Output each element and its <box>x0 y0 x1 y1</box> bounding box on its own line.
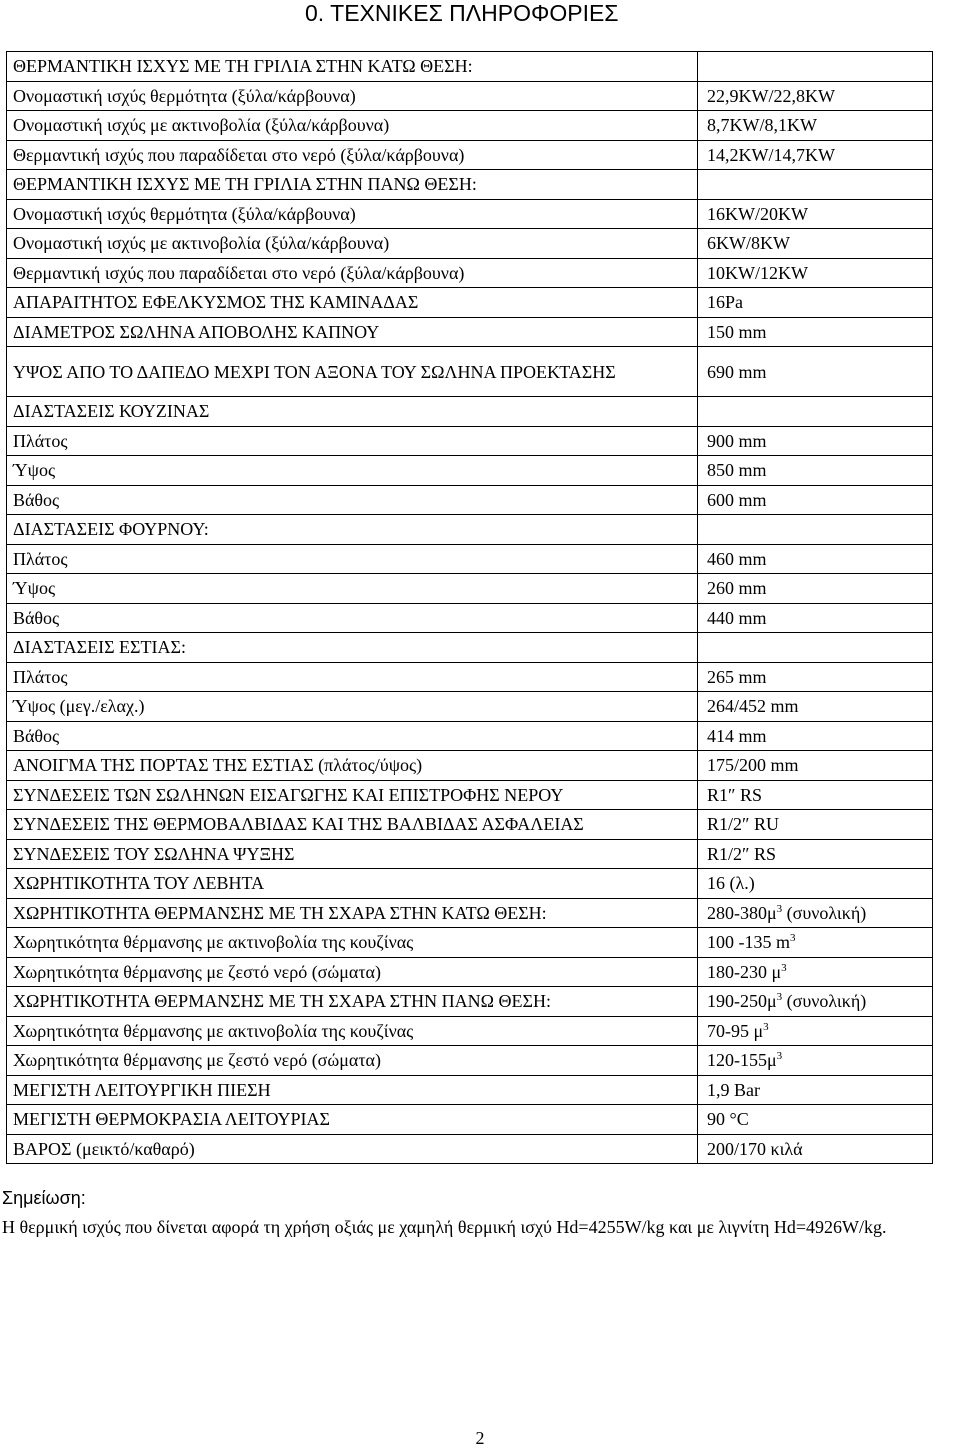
spec-row <box>7 1016 933 1046</box>
spec-value <box>698 426 933 456</box>
spec-value <box>698 928 933 958</box>
spec-value <box>698 839 933 869</box>
spec-row <box>7 170 933 200</box>
spec-value <box>698 1105 933 1135</box>
spec-value <box>698 317 933 347</box>
spec-label: ΜΕΓΙΣΤΗ ΘΕΡΜΟΚΡΑΣΙΑ ΛΕΙΤΟΥΡΙΑΣ <box>7 1105 698 1135</box>
spec-value-text: 16KW/20KW <box>707 203 808 224</box>
spec-value <box>698 957 933 987</box>
spec-value <box>698 603 933 633</box>
spec-label: ΜΕΓΙΣΤΗ ΛΕΙΤΟΥΡΓΙΚΗ ΠΙΕΣΗ <box>7 1075 698 1105</box>
spec-value-text: 1,9 Bar <box>707 1079 760 1100</box>
spec-value <box>698 810 933 840</box>
spec-row <box>7 1105 933 1135</box>
spec-value-text: 90 °C <box>707 1109 749 1130</box>
spec-row <box>7 692 933 722</box>
spec-value-text: 16 (λ.) <box>707 873 755 894</box>
page-title: 0. ΤΕΧΝΙΚΕΣ ΠΛΗΡΟΦΟΡΙΕΣ <box>305 0 619 26</box>
spec-label: ΧΩΡΗΤΙΚΟΤΗΤΑ ΘΕΡΜΑΝΣΗΣ ΜΕ ΤΗ ΣΧΑΡΑ ΣΤΗΝ ΠΑΝΩ ΘΕΣΗ: <box>7 987 698 1017</box>
spec-row <box>7 603 933 633</box>
spec-value <box>698 1016 933 1046</box>
spec-value <box>698 987 933 1017</box>
spec-row <box>7 544 933 574</box>
spec-label: Ύψος (μεγ./ελαχ.) <box>7 692 698 722</box>
spec-value-text: 260 mm <box>707 578 767 599</box>
spec-value <box>698 1075 933 1105</box>
spec-value-text: 440 mm <box>707 607 767 628</box>
spec-row <box>7 780 933 810</box>
spec-label: Χωρητικότητα θέρμανσης με ζεστό νερό (σώματα) <box>7 957 698 987</box>
spec-row <box>7 426 933 456</box>
spec-value <box>698 898 933 928</box>
spec-row <box>7 928 933 958</box>
spec-row <box>7 81 933 111</box>
spec-row <box>7 456 933 486</box>
spec-value-text: 200/170 κιλά <box>707 1138 803 1159</box>
spec-row <box>7 633 933 663</box>
spec-value <box>698 456 933 486</box>
spec-value <box>698 751 933 781</box>
spec-label: ΧΩΡΗΤΙΚΟΤΗΤΑ ΤΟΥ ΛΕΒΗΤΑ <box>7 869 698 899</box>
spec-value <box>698 574 933 604</box>
spec-value-text: 460 mm <box>707 548 767 569</box>
spec-value-text: 190-250μ <box>707 991 777 1012</box>
spec-label: ΣΥΝΔΕΣΕΙΣ ΤΗΣ ΘΕΡΜΟΒΑΛΒΙΔΑΣ ΚΑΙ ΤΗΣ ΒΑΛΒΙΔΑΣ ΑΣΦΑΛΕΙΑΣ <box>7 810 698 840</box>
spec-label: ΑΠΑΡΑΙΤΗΤΟΣ ΕΦΕΛΚΥΣΜΟΣ ΤΗΣ ΚΑΜΙΝΑΔΑΣ <box>7 288 698 318</box>
spec-value-text: 690 mm <box>707 361 767 382</box>
note-title: Σημείωση: <box>2 1188 86 1208</box>
spec-value-text: R1/2″ RU <box>707 814 780 835</box>
spec-label: ΔΙΑΜΕΤΡΟΣ ΣΩΛΗΝΑ ΑΠΟΒΟΛΗΣ ΚΑΠΝΟΥ <box>7 317 698 347</box>
spec-label: Θερμαντική ισχύς που παραδίδεται στο νερό (ξύλα/κάρβουνα) <box>7 258 698 288</box>
spec-label: Ονομαστική ισχύς θερμότητα (ξύλα/κάρβουνα) <box>7 81 698 111</box>
spec-label: Θερμαντική ισχύς που παραδίδεται στο νερό (ξύλα/κάρβουνα) <box>7 140 698 170</box>
spec-value <box>698 515 933 545</box>
spec-row <box>7 111 933 141</box>
spec-value-exponent: 3 <box>790 932 796 945</box>
spec-row <box>7 810 933 840</box>
spec-label: Χωρητικότητα θέρμανσης με ακτινοβολία της κουζίνας <box>7 928 698 958</box>
spec-row <box>7 869 933 899</box>
spec-value <box>698 1134 933 1164</box>
spec-label: Βάθος <box>7 721 698 751</box>
spec-value-exponent: 3 <box>776 1050 783 1063</box>
spec-value <box>698 544 933 574</box>
spec-value-text: 70-95 μ <box>707 1020 764 1041</box>
spec-value <box>698 633 933 663</box>
spec-label: ΔΙΑΣΤΑΣΕΙΣ ΕΣΤΙΑΣ: <box>7 633 698 663</box>
spec-value-exponent: 3 <box>776 991 783 1004</box>
page-number: 2 <box>475 1428 485 1448</box>
spec-value-text: 14,2KW/14,7KW <box>707 144 835 165</box>
spec-value <box>698 485 933 515</box>
spec-row <box>7 898 933 928</box>
spec-value-text: 600 mm <box>707 489 767 510</box>
spec-label: Βάθος <box>7 485 698 515</box>
spec-label: Ύψος <box>7 574 698 604</box>
spec-label: ΘΕΡΜΑΝΤΙΚΗ ΙΣΧΥΣ ΜΕ ΤΗ ΓΡΙΛΙΑ ΣΤΗΝ ΚΑΤΩ ΘΕΣΗ: <box>7 52 698 82</box>
spec-value-text: 900 mm <box>707 430 767 451</box>
spec-value <box>698 397 933 427</box>
spec-value-text: 22,9KW/22,8KW <box>707 85 835 106</box>
spec-label: ΑΝΟΙΓΜΑ ΤΗΣ ΠΟΡΤΑΣ ΤΗΣ ΕΣΤΙΑΣ (πλάτος/ύψος) <box>7 751 698 781</box>
spec-value-text: 100 -135 m <box>707 932 790 953</box>
spec-row <box>7 485 933 515</box>
spec-label: Ύψος <box>7 456 698 486</box>
spec-value-text: 180-230 μ <box>707 961 782 982</box>
spec-value <box>698 288 933 318</box>
spec-row <box>7 52 933 82</box>
spec-value <box>698 229 933 259</box>
spec-value-text: 16Pa <box>707 292 743 313</box>
spec-row <box>7 347 933 397</box>
spec-value-text: 150 mm <box>707 321 767 342</box>
note-text: Η θερμική ισχύς που δίνεται αφορά τη χρήση οξιάς με χαμηλή θερμική ισχύ Hd=4255W/kg και με λιγνίτη Hd=4926W/kg. <box>2 1217 887 1237</box>
spec-value-text: 850 mm <box>707 460 767 481</box>
spec-row <box>7 574 933 604</box>
spec-value <box>698 52 933 82</box>
spec-label: Βάθος <box>7 603 698 633</box>
spec-label: Χωρητικότητα θέρμανσης με ζεστό νερό (σώματα) <box>7 1046 698 1076</box>
spec-label: ΣΥΝΔΕΣΕΙΣ ΤΩΝ ΣΩΛΗΝΩΝ ΕΙΣΑΓΩΓΗΣ ΚΑΙ ΕΠΙΣΤΡΟΦΗΣ ΝΕΡΟΥ <box>7 780 698 810</box>
spec-row <box>7 987 933 1017</box>
spec-label: ΥΨΟΣ ΑΠΟ ΤΟ ΔΑΠΕΔΟ ΜΕΧΡΙ ΤΟΝ ΑΞΟΝΑ ΤΟΥ ΣΩΛΗΝΑ ΠΡΟΕΚΤΑΣΗΣ <box>7 347 698 397</box>
spec-label: ΧΩΡΗΤΙΚΟΤΗΤΑ ΘΕΡΜΑΝΣΗΣ ΜΕ ΤΗ ΣΧΑΡΑ ΣΤΗΝ ΚΑΤΩ ΘΕΣΗ: <box>7 898 698 928</box>
spec-row <box>7 1134 933 1164</box>
spec-value <box>698 81 933 111</box>
spec-value-suffix: (συνολική) <box>782 902 867 923</box>
spec-value <box>698 780 933 810</box>
spec-value <box>698 869 933 899</box>
spec-value <box>698 1046 933 1076</box>
spec-label: Πλάτος <box>7 544 698 574</box>
spec-label: Ονομαστική ισχύς θερμότητα (ξύλα/κάρβουνα) <box>7 199 698 229</box>
spec-value-text: 120-155μ <box>707 1050 777 1071</box>
spec-value <box>698 199 933 229</box>
spec-value <box>698 258 933 288</box>
spec-row <box>7 140 933 170</box>
spec-value-suffix: (συνολική) <box>782 991 867 1012</box>
spec-label: Χωρητικότητα θέρμανσης με ακτινοβολία της κουζίνας <box>7 1016 698 1046</box>
spec-label: ΘΕΡΜΑΝΤΙΚΗ ΙΣΧΥΣ ΜΕ ΤΗ ΓΡΙΛΙΑ ΣΤΗΝ ΠΑΝΩ ΘΕΣΗ: <box>7 170 698 200</box>
spec-value-text: 265 mm <box>707 666 767 687</box>
spec-label: ΔΙΑΣΤΑΣΕΙΣ ΦΟΥΡΝΟΥ: <box>7 515 698 545</box>
spec-value-text: R1/2″ RS <box>707 843 777 864</box>
spec-value-text: 280-380μ <box>707 902 777 923</box>
spec-row <box>7 662 933 692</box>
spec-label: ΔΙΑΣΤΑΣΕΙΣ ΚΟΥΖΙΝΑΣ <box>7 397 698 427</box>
spec-value-text: 175/200 mm <box>707 755 799 776</box>
spec-row <box>7 1075 933 1105</box>
spec-value <box>698 721 933 751</box>
spec-label: Πλάτος <box>7 662 698 692</box>
spec-value-exponent: 3 <box>776 902 783 915</box>
spec-row <box>7 1046 933 1076</box>
spec-value-text: 8,7KW/8,1KW <box>707 115 817 136</box>
spec-row <box>7 397 933 427</box>
spec-value-text: 10KW/12KW <box>707 262 808 283</box>
spec-label: Ονομαστική ισχύς με ακτινοβολία (ξύλα/κάρβουνα) <box>7 111 698 141</box>
spec-value-text: 6KW/8KW <box>707 233 790 254</box>
spec-value <box>698 111 933 141</box>
technical-specs-table <box>6 51 933 1164</box>
spec-row <box>7 839 933 869</box>
spec-row <box>7 258 933 288</box>
spec-value-exponent: 3 <box>763 1020 769 1033</box>
spec-value-text: 264/452 mm <box>707 696 799 717</box>
spec-label: Πλάτος <box>7 426 698 456</box>
spec-value <box>698 692 933 722</box>
spec-value <box>698 662 933 692</box>
spec-label: ΒΑΡΟΣ (μεικτό/καθαρό) <box>7 1134 698 1164</box>
spec-label: ΣΥΝΔΕΣΕΙΣ ΤΟΥ ΣΩΛΗΝΑ ΨΥΞΗΣ <box>7 839 698 869</box>
spec-row <box>7 515 933 545</box>
spec-row <box>7 721 933 751</box>
spec-value-text: 414 mm <box>707 725 767 746</box>
spec-row <box>7 751 933 781</box>
spec-row <box>7 957 933 987</box>
spec-value <box>698 170 933 200</box>
spec-value <box>698 140 933 170</box>
spec-row <box>7 317 933 347</box>
spec-label: Ονομαστική ισχύς με ακτινοβολία (ξύλα/κάρβουνα) <box>7 229 698 259</box>
spec-value-text: R1″ RS <box>707 784 763 805</box>
spec-row <box>7 229 933 259</box>
technical-specs-body <box>7 52 933 1164</box>
spec-row <box>7 199 933 229</box>
spec-value <box>698 347 933 397</box>
spec-value-exponent: 3 <box>781 961 787 974</box>
spec-row <box>7 288 933 318</box>
